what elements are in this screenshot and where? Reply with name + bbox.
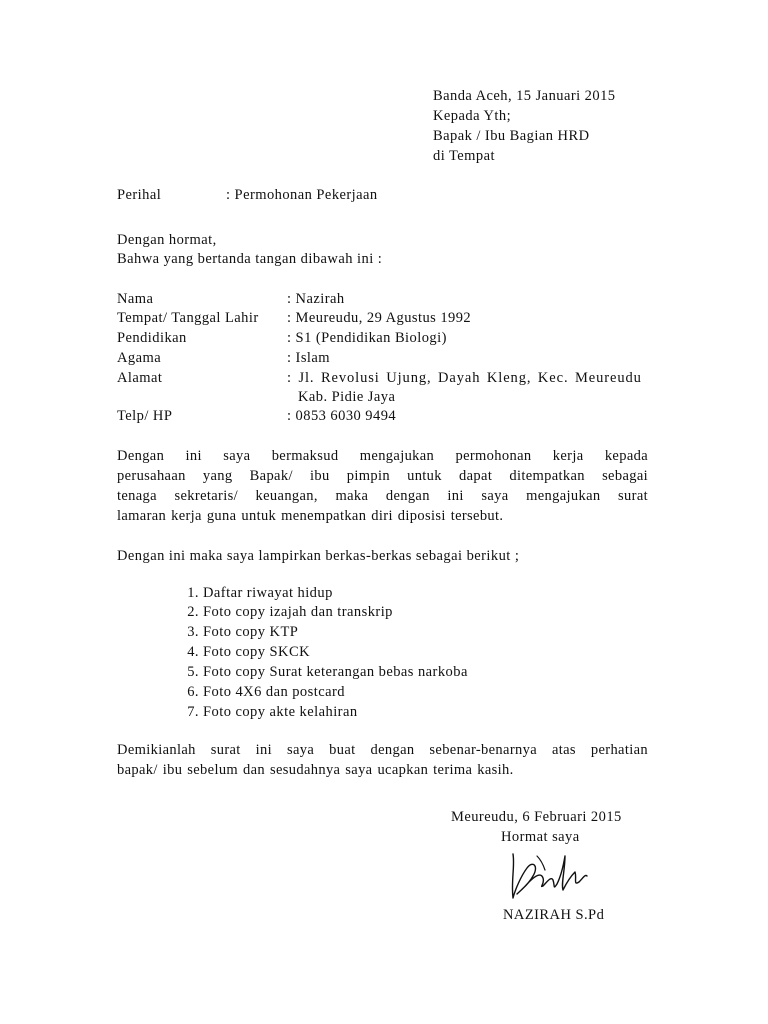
identity-value-phone: : 0853 6030 9494 (287, 408, 397, 424)
letter-place-date: Banda Aceh, 15 Januari 2015 (433, 88, 616, 104)
attachment-item: Foto copy KTP (203, 624, 299, 640)
attachment-number: 2. (187, 604, 199, 620)
attachment-number: 7. (187, 704, 199, 720)
closing-line-1: Demikianlah surat ini saya buat dengan sebenar-benarnya atas perhatian (117, 742, 648, 758)
attachment-item: Foto copy SKCK (203, 644, 311, 660)
identity-label-religion: Agama (117, 350, 162, 366)
attachment-item: Daftar riwayat hidup (203, 585, 333, 601)
identity-label-address: Alamat (117, 370, 163, 386)
body-paragraph-1-line-1: Dengan ini saya bermaksud mengajukan permohonan kerja kepada (117, 448, 648, 464)
signature-regards: Hormat saya (501, 829, 580, 845)
signatory-name: NAZIRAH S.Pd (503, 907, 605, 923)
attachment-item: Foto 4X6 dan postcard (203, 684, 345, 700)
identity-value-address-line2: Kab. Pidie Jaya (298, 389, 396, 405)
intro-line: Bahwa yang bertanda tangan dibawah ini : (117, 251, 383, 267)
identity-value-name: : Nazirah (287, 291, 345, 307)
identity-value-education: : S1 (Pendidikan Biologi) (287, 330, 447, 346)
attachment-item: Foto copy izajah dan transkrip (203, 604, 393, 620)
subject-label: Perihal (117, 187, 162, 203)
attachment-number: 1. (187, 585, 199, 601)
closing-line-2: bapak/ ibu sebelum dan sesudahnya saya ucapkan terima kasih. (117, 762, 514, 778)
identity-value-religion: : Islam (287, 350, 331, 366)
greeting: Dengan hormat, (117, 232, 217, 248)
identity-label-name: Nama (117, 291, 154, 307)
body-paragraph-1-line-3: tenaga sekretaris/ keuangan, maka dengan ini saya mengajukan surat (117, 488, 648, 504)
attachment-item: Foto copy akte kelahiran (203, 704, 358, 720)
attachment-item: Foto copy Surat keterangan bebas narkoba (203, 664, 468, 680)
body-paragraph-1-line-2: perusahaan yang Bapak/ ibu pimpin untuk dapat ditempatkan sebagai (117, 468, 648, 484)
body-paragraph-1-line-4: lamaran kerja guna untuk menempatkan diri diposisi tersebut. (117, 508, 504, 524)
attachment-number: 5. (187, 664, 199, 680)
recipient-line-1: Kepada Yth; (433, 108, 512, 124)
attachment-number: 3. (187, 624, 199, 640)
identity-label-birth: Tempat/ Tanggal Lahir (117, 310, 259, 326)
identity-label-phone: Telp/ HP (117, 408, 173, 424)
identity-value-birth: : Meureudu, 29 Agustus 1992 (287, 310, 472, 326)
handwritten-signature (503, 846, 593, 906)
recipient-line-2: Bapak / Ibu Bagian HRD (433, 128, 590, 144)
recipient-line-3: di Tempat (433, 148, 495, 164)
attachment-number: 4. (187, 644, 199, 660)
identity-label-education: Pendidikan (117, 330, 187, 346)
body-paragraph-2: Dengan ini maka saya lampirkan berkas-berkas sebagai berikut ; (117, 548, 520, 564)
subject-value: : Permohonan Pekerjaan (226, 187, 378, 203)
attachment-number: 6. (187, 684, 199, 700)
signature-place-date: Meureudu, 6 Februari 2015 (451, 809, 622, 825)
identity-value-address: : Jl. Revolusi Ujung, Dayah Kleng, Kec. Meureudu (287, 370, 642, 386)
